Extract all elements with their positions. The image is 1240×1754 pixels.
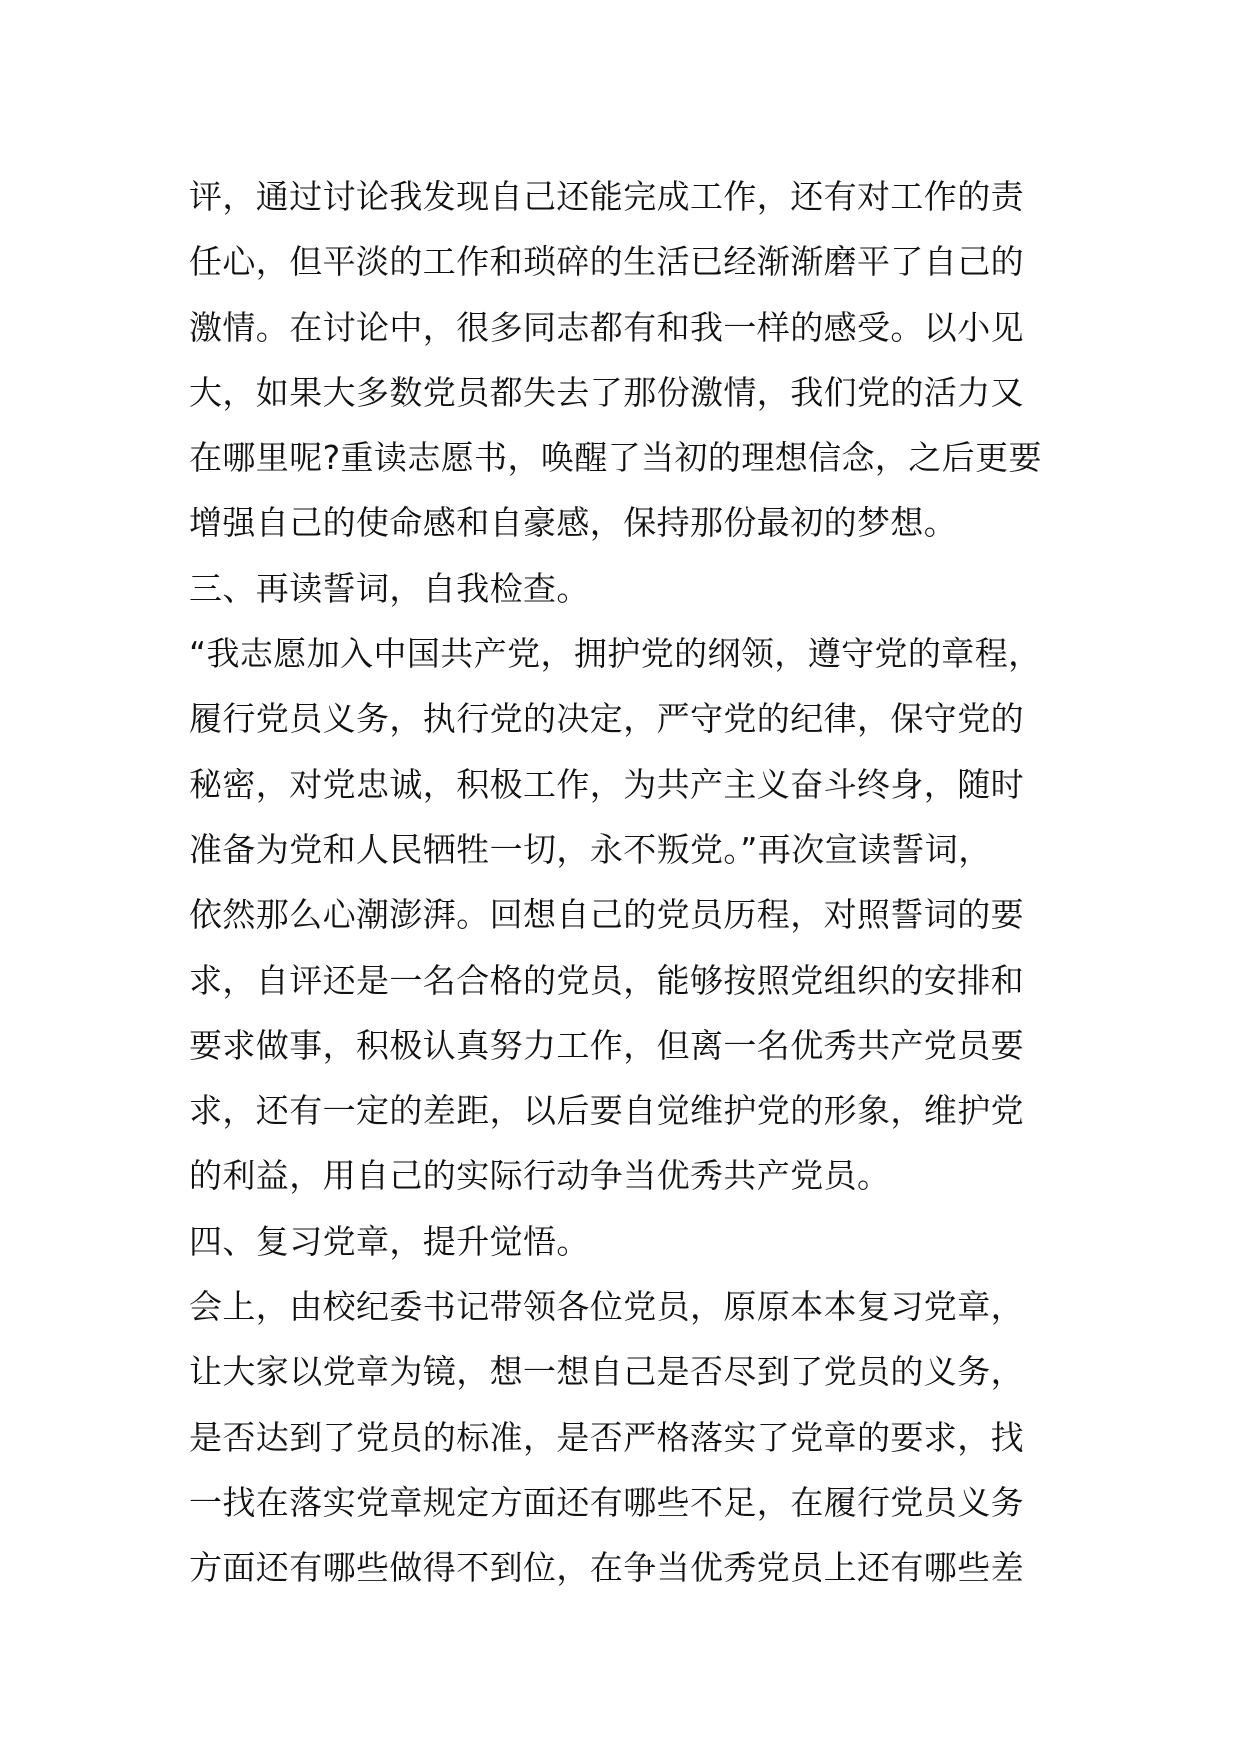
- text-line: 履行党员义务，执行党的决定，严守党的纪律，保守党的: [189, 699, 1024, 739]
- text-line: 会上，由校纪委书记带领各位党员，原原本本复习党章，: [189, 1287, 1024, 1327]
- text-line: 求，自评还是一名合格的党员，能够按照党组织的安排和: [189, 960, 1024, 1000]
- text-line: 在哪里呢?重读志愿书，唤醒了当初的理想信念，之后更要: [189, 438, 1042, 478]
- text-line: 是否达到了党员的标准，是否严格落实了党章的要求，找: [189, 1417, 1024, 1457]
- text-line: “我志愿加入中国共产党，拥护党的纲领，遵守党的章程，: [189, 634, 1042, 674]
- text-line: 让大家以党章为镜，想一想自己是否尽到了党员的义务，: [189, 1352, 1024, 1392]
- text-line: 依然那么心潮澎湃。回想自己的党员历程，对照誓词的要: [189, 895, 1024, 935]
- section-heading: 四、复习党章，提升觉悟。: [189, 1221, 590, 1261]
- text-line: 秘密，对党忠诚，积极工作，为共产主义奋斗终身，随时: [189, 764, 1024, 804]
- text-line: 评，通过讨论我发现自己还能完成工作，还有对工作的责: [189, 177, 1024, 216]
- text-line: 激情。在讨论中，很多同志都有和我一样的感受。以小见: [189, 307, 1024, 347]
- text-line: 准备为党和人民牺牲一切，永不叛党。”再次宣读誓词，: [189, 829, 992, 869]
- section-heading: 三、再读誓词，自我检查。: [189, 568, 590, 608]
- text-line: 任心，但平淡的工作和琐碎的生活已经渐渐磨平了自己的: [189, 242, 1024, 282]
- text-line: 要求做事，积极认真努力工作，但离一名优秀共产党员要: [189, 1025, 1024, 1065]
- body-text: [189, 164, 1069, 1601]
- text-line: 的利益，用自己的实际行动争当优秀共产党员。: [189, 1156, 891, 1196]
- text-line: 大，如果大多数党员都失去了那份激情，我们党的活力又: [189, 372, 1024, 412]
- text-line: 求，还有一定的差距，以后要自觉维护党的形象，维护党: [189, 1091, 1024, 1131]
- text-line: 方面还有哪些做得不到位，在争当优秀党员上还有哪些差: [189, 1548, 1024, 1588]
- text-line: 增强自己的使命感和自豪感，保持那份最初的梦想。: [189, 503, 958, 543]
- text-line: 一找在落实党章规定方面还有哪些不足，在履行党员义务: [189, 1482, 1024, 1522]
